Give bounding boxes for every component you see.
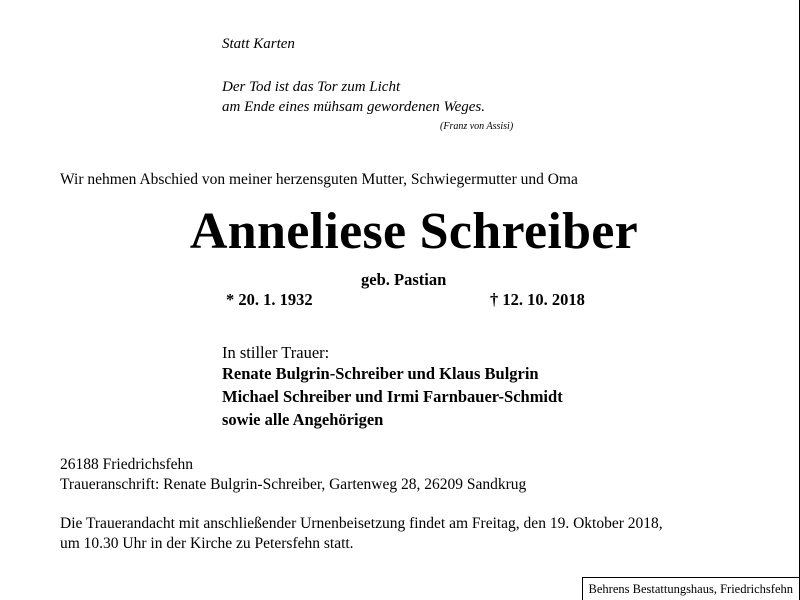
quote-line-2: am Ende eines mühsam gewordenen Weges. bbox=[222, 99, 486, 115]
ceremony-line-2: um 10.30 Uhr in der Kirche zu Petersfehn statt. bbox=[60, 535, 354, 552]
quote-line-1: Der Tod ist das Tor zum Licht bbox=[222, 79, 401, 95]
statt-karten-text: Statt Karten bbox=[222, 36, 295, 52]
deceased-name: Anneliese Schreiber bbox=[189, 203, 639, 260]
undertaker-credit: Behrens Bestattungshaus, Friedrichsfehn bbox=[582, 577, 799, 600]
death-date: † 12. 10. 2018 bbox=[490, 290, 585, 309]
quote-attribution: (Franz von Assisi) bbox=[440, 121, 514, 132]
intro-text: Wir nehmen Abschied von meiner herzensguten Mutter, Schwiegermutter und Oma bbox=[60, 171, 578, 188]
maiden-name: geb. Pastian bbox=[361, 270, 447, 289]
mourner-line: Renate Bulgrin-Schreiber und Klaus Bulgrin bbox=[222, 364, 539, 383]
ceremony-line-1: Die Trauerandacht mit anschließender Urnenbeisetzung findet am Freitag, den 19. Oktober 2018, bbox=[60, 515, 663, 532]
address-line-1: 26188 Friedrichsfehn bbox=[60, 456, 194, 473]
mourner-line: sowie alle Angehörigen bbox=[222, 410, 384, 429]
birth-date: * 20. 1. 1932 bbox=[226, 290, 313, 309]
mourners-heading: In stiller Trauer: bbox=[222, 343, 330, 362]
mourning-address: Traueranschrift: Renate Bulgrin-Schreiber, Gartenweg 28, 26209 Sandkrug bbox=[60, 476, 527, 493]
mourner-line: Michael Schreiber und Irmi Farnbauer-Schmidt bbox=[222, 387, 563, 406]
